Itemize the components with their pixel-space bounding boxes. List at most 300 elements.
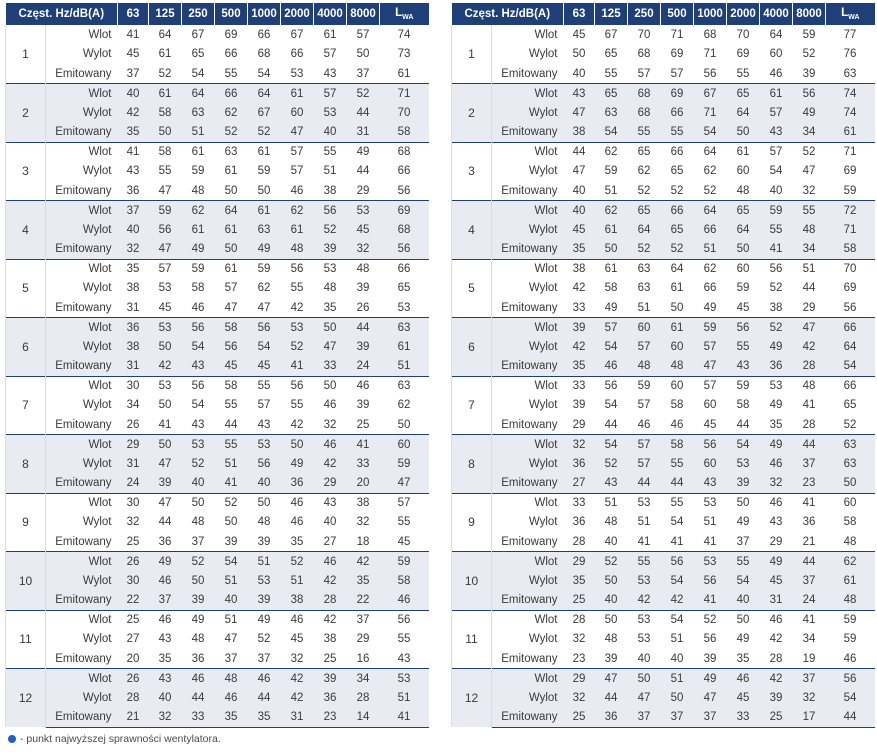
level-cell: 64 [248,84,281,104]
level-cell: 34 [126,399,140,412]
level-cell: 54 [182,337,215,357]
level-cell: 57 [694,337,727,357]
level-cell: 47 [694,357,727,377]
level-cell: 45 [564,220,595,240]
level-cell: 56 [760,259,793,279]
row-type-label: Wlot [492,259,564,279]
row-type-label: Wylot [492,337,564,357]
level-cell: 55 [628,552,661,572]
level-cell: 55 [628,123,661,143]
level-cell: 16 [356,652,370,665]
level-cell: 57 [628,435,661,455]
level-cell: 67 [191,28,205,41]
level-cell: 49 [760,337,793,357]
level-cell: 25 [564,708,595,728]
level-cell: 46 [760,493,793,513]
lwa-cell: 77 [843,28,857,41]
level-cell: 61 [727,142,760,162]
level-cell: 38 [118,337,149,357]
level-cell: 37 [694,708,727,728]
level-cell: 58 [149,103,182,123]
table-row [452,591,875,611]
level-cell: 66 [290,48,304,61]
level-cell: 46 [323,399,337,412]
level-cell: 50 [314,376,347,396]
level-cell: 59 [736,282,750,295]
level-cell: 67 [290,28,304,41]
lwa-cell: 48 [843,535,857,548]
level-cell: 29 [564,669,595,689]
level-cell: 40 [595,591,628,611]
level-cell: 23 [572,652,586,665]
lwa-cell: 66 [380,259,429,279]
level-cell: 39 [727,474,760,494]
lwa-cell: 50 [397,418,411,431]
fan-number: 12 [452,669,492,728]
level-cell: 46 [347,376,380,396]
level-cell: 52 [347,84,380,104]
row-type-label: Wlot [492,610,564,630]
level-cell: 52 [637,184,651,197]
level-cell: 59 [248,259,281,279]
level-cell: 20 [126,652,140,665]
level-cell: 46 [182,669,215,689]
level-cell: 55 [727,552,760,572]
level-cell: 40 [637,652,651,665]
level-cell: 28 [802,418,816,431]
level-cell: 39 [347,337,380,357]
freq-125: 125 [595,3,628,25]
lwa-cell: 66 [826,318,875,338]
row-type-label: Wylot [528,633,558,646]
level-cell: 54 [215,552,248,572]
level-cell: 61 [281,84,314,104]
table-row [6,474,429,494]
table-row [452,298,875,318]
row-type-label: Wylot [492,688,564,708]
lwa-cell: 58 [380,571,429,591]
lwa-cell: 60 [380,435,429,455]
table-row [6,610,429,630]
level-cell: 41 [347,435,380,455]
level-cell: 58 [215,318,248,338]
freq-1000: 1000 [248,3,281,25]
table-row [452,259,875,279]
level-cell: 29 [564,552,595,572]
row-type-label: Wylot [528,399,558,412]
level-cell: 62 [703,165,717,178]
level-cell: 52 [158,67,172,80]
level-cell: 62 [215,103,248,123]
level-cell: 48 [191,516,205,529]
level-cell: 52 [703,184,717,197]
lwa-cell: 54 [826,688,875,708]
table-row [6,649,429,669]
level-cell: 45 [572,28,586,41]
table-row [452,25,875,45]
lwa-cell: 61 [380,337,429,357]
level-cell: 54 [604,399,618,412]
table-row [452,513,875,533]
table-row [452,201,875,221]
level-cell: 43 [158,633,172,646]
level-cell: 54 [727,435,760,455]
fan-number: 1 [452,25,492,84]
lwa-cell: 62 [826,552,875,572]
row-type-label: Emitowany [501,301,558,314]
level-cell: 29 [356,184,370,197]
level-cell: 69 [224,28,238,41]
level-cell: 55 [661,493,694,513]
level-cell: 44 [356,165,370,178]
level-cell: 44 [793,552,826,572]
level-cell: 42 [572,282,586,295]
lwa-cell: 74 [826,103,875,123]
level-cell: 39 [149,474,182,494]
row-type-label: Wlot [492,435,564,455]
level-cell: 41 [760,240,793,260]
level-cell: 56 [694,571,727,591]
level-cell: 63 [215,142,248,162]
level-cell: 51 [215,454,248,474]
level-cell: 55 [290,399,304,412]
level-cell: 69 [736,48,750,61]
level-cell: 48 [604,516,618,529]
freq-500: 500 [215,3,248,25]
level-cell: 29 [314,474,347,494]
table-row [6,454,429,474]
level-cell: 67 [694,84,727,104]
level-cell: 44 [661,474,694,494]
level-cell: 66 [257,28,271,41]
fan-number: 8 [6,435,46,494]
lwa-cell: 71 [826,142,875,162]
level-cell: 42 [314,571,347,591]
level-cell: 29 [769,535,783,548]
lwa-cell: 58 [843,516,857,529]
table-row [452,162,875,182]
level-cell: 33 [182,708,215,728]
table-row [452,630,875,650]
lwa-cell: 61 [826,571,875,591]
level-cell: 61 [182,220,215,240]
lwa-cell: 46 [380,591,429,611]
level-cell: 64 [727,220,760,240]
row-type-label: Emitowany [46,708,118,728]
level-cell: 49 [694,669,727,689]
level-cell: 61 [215,220,248,240]
table-row [452,123,875,143]
level-cell: 43 [191,418,205,431]
level-cell: 43 [769,516,783,529]
level-cell: 50 [356,48,370,61]
level-cell: 51 [248,552,281,572]
level-cell: 44 [628,474,661,494]
table-row [6,298,429,318]
level-cell: 50 [257,184,271,197]
level-cell: 56 [694,435,727,455]
row-type-label: Emitowany [501,418,558,431]
row-type-label: Emitowany [501,652,558,665]
level-cell: 25 [323,652,337,665]
freq-8000: 8000 [347,3,380,25]
table-row [6,45,429,65]
level-cell: 57 [257,399,271,412]
lwa-cell: 50 [826,474,875,494]
level-cell: 48 [281,240,314,260]
lwa-cell: 69 [843,282,857,295]
level-cell: 50 [727,240,760,260]
lwa-cell: 70 [826,259,875,279]
level-cell: 23 [793,474,826,494]
level-cell: 47 [314,337,347,357]
level-cell: 47 [281,123,314,143]
level-cell: 39 [224,535,238,548]
row-type-label: Emitowany [492,474,564,494]
level-cell: 65 [628,201,661,221]
level-cell: 60 [281,103,314,123]
level-cell: 39 [314,669,347,689]
table-row [452,669,875,689]
table-row [6,279,429,299]
level-cell: 51 [182,123,215,143]
level-cell: 42 [118,103,149,123]
level-cell: 53 [628,493,661,513]
table-row [452,279,875,299]
table-row [6,415,429,435]
level-cell: 32 [347,240,380,260]
level-cell: 32 [149,708,182,728]
level-cell: 34 [802,633,816,646]
level-cell: 56 [248,454,281,474]
level-cell: 50 [281,435,314,455]
fan-number: 5 [452,259,492,318]
level-cell: 40 [248,474,281,494]
lwa-cell: 56 [826,669,875,689]
lwa-cell: 56 [380,240,429,260]
level-cell: 60 [703,399,717,412]
level-cell: 36 [564,454,595,474]
lwa-cell: 51 [380,357,429,377]
level-cell: 36 [802,516,816,529]
level-cell: 45 [158,301,172,314]
freq-63: 63 [118,3,149,25]
level-cell: 62 [182,201,215,221]
level-cell: 56 [703,633,717,646]
level-cell: 51 [281,571,314,591]
level-cell: 61 [661,318,694,338]
table-row [6,337,429,357]
row-type-label: Wlot [46,201,118,221]
level-cell: 59 [604,165,618,178]
level-cell: 56 [149,220,182,240]
level-cell: 44 [793,435,826,455]
level-cell: 61 [595,259,628,279]
level-cell: 55 [760,220,793,240]
level-cell: 24 [347,357,380,377]
level-cell: 57 [628,337,661,357]
level-cell: 37 [224,652,238,665]
level-cell: 27 [323,535,337,548]
level-cell: 31 [347,123,380,143]
level-cell: 57 [760,142,793,162]
level-cell: 52 [793,142,826,162]
level-cell: 46 [727,669,760,689]
lwa-cell: 70 [380,103,429,123]
level-cell: 41 [281,357,314,377]
level-cell: 54 [661,571,694,591]
lwa-cell: 56 [397,184,411,197]
level-cell: 48 [191,184,205,197]
level-cell: 63 [595,103,628,123]
lwa-cell: 61 [826,123,875,143]
lwa-cell: 76 [843,48,857,61]
table-row [6,376,429,396]
level-cell: 46 [314,435,347,455]
level-cell: 46 [760,610,793,630]
lwa-header [380,3,429,25]
freq-4000: 4000 [760,3,793,25]
fan-number: 3 [6,142,46,201]
level-cell: 46 [290,516,304,529]
level-cell: 53 [158,282,172,295]
row-type-label: Wlot [534,28,558,41]
level-cell: 43 [595,474,628,494]
level-cell: 33 [314,357,347,377]
level-cell: 42 [564,337,595,357]
level-cell: 38 [323,633,337,646]
level-cell: 37 [793,571,826,591]
fan-number: 3 [452,142,492,201]
row-type-label: Wylot [46,337,118,357]
lwa-cell: 63 [380,318,429,338]
level-cell: 36 [281,474,314,494]
level-cell: 42 [290,418,304,431]
lwa-cell: 59 [380,552,429,572]
level-cell: 52 [595,552,628,572]
table-row [452,337,875,357]
level-cell: 35 [158,652,172,665]
table-row [452,357,875,377]
level-cell: 53 [149,376,182,396]
level-cell: 50 [224,184,238,197]
level-cell: 45 [760,571,793,591]
level-cell: 29 [118,435,149,455]
fan-number: 7 [452,376,492,435]
lwa-cell: 59 [843,184,857,197]
lwa-cell: 63 [380,376,429,396]
lwa-cell: 61 [397,67,411,80]
level-cell: 60 [628,318,661,338]
lwa-cell: 46 [843,652,857,665]
row-type-label: Emitowany [46,474,118,494]
level-cell: 42 [661,591,694,611]
level-cell: 41 [802,399,816,412]
freq-63: 63 [564,3,595,25]
fan-number: 4 [6,201,46,260]
row-type-label: Emitowany [492,240,564,260]
level-cell: 37 [793,669,826,689]
row-type-label: Wylot [82,48,112,61]
level-cell: 56 [182,376,215,396]
level-cell: 36 [314,688,347,708]
lwa-cell: 66 [826,376,875,396]
level-cell: 39 [182,591,215,611]
level-cell: 58 [604,282,618,295]
row-type-label: Wlot [46,84,118,104]
level-cell: 44 [564,142,595,162]
level-cell: 29 [802,301,816,314]
row-type-label: Emitowany [55,418,112,431]
level-cell: 52 [595,454,628,474]
level-cell: 17 [793,708,826,728]
level-cell: 52 [182,552,215,572]
level-cell: 25 [118,610,149,630]
level-cell: 49 [281,454,314,474]
lwa-cell: 57 [380,493,429,513]
level-cell: 52 [670,184,684,197]
table-row [6,571,429,591]
level-cell: 44 [224,418,238,431]
level-cell: 35 [290,535,304,548]
level-cell: 20 [347,474,380,494]
freq-8000: 8000 [793,3,826,25]
level-cell: 40 [215,591,248,611]
fan-number: 4 [452,201,492,260]
level-cell: 38 [564,123,595,143]
table-row [6,357,429,377]
footnote-text: - punkt najwyższej sprawności wentylatora. [20,733,221,745]
level-cell: 46 [191,301,205,314]
level-cell: 59 [727,376,760,396]
level-cell: 55 [736,67,750,80]
lwa-label: L [841,7,849,19]
level-cell: 48 [347,259,380,279]
level-cell: 49 [248,240,281,260]
level-cell: 42 [281,688,314,708]
level-cell: 22 [118,591,149,611]
level-cell: 37 [793,454,826,474]
level-cell: 55 [314,142,347,162]
fan-number: 10 [452,552,492,611]
level-cell: 59 [802,28,816,41]
table-row [452,181,875,201]
level-cell: 52 [215,493,248,513]
level-cell: 42 [281,669,314,689]
level-cell: 48 [793,376,826,396]
level-cell: 52 [215,123,248,143]
level-cell: 50 [182,493,215,513]
lwa-cell: 60 [826,493,875,513]
level-cell: 68 [703,28,717,41]
level-cell: 47 [793,318,826,338]
level-cell: 54 [769,165,783,178]
row-type-label: Emitowany [55,535,112,548]
row-type-label: Wylot [528,282,558,295]
level-cell: 50 [661,688,694,708]
level-cell: 64 [182,84,215,104]
level-cell: 58 [736,399,750,412]
level-cell: 70 [637,28,651,41]
level-cell: 44 [736,418,750,431]
table-row [452,415,875,435]
level-cell: 40 [149,688,182,708]
level-cell: 49 [736,516,750,529]
level-cell: 34 [347,669,380,689]
level-cell: 63 [248,220,281,240]
level-cell: 61 [248,142,281,162]
level-cell: 52 [257,633,271,646]
